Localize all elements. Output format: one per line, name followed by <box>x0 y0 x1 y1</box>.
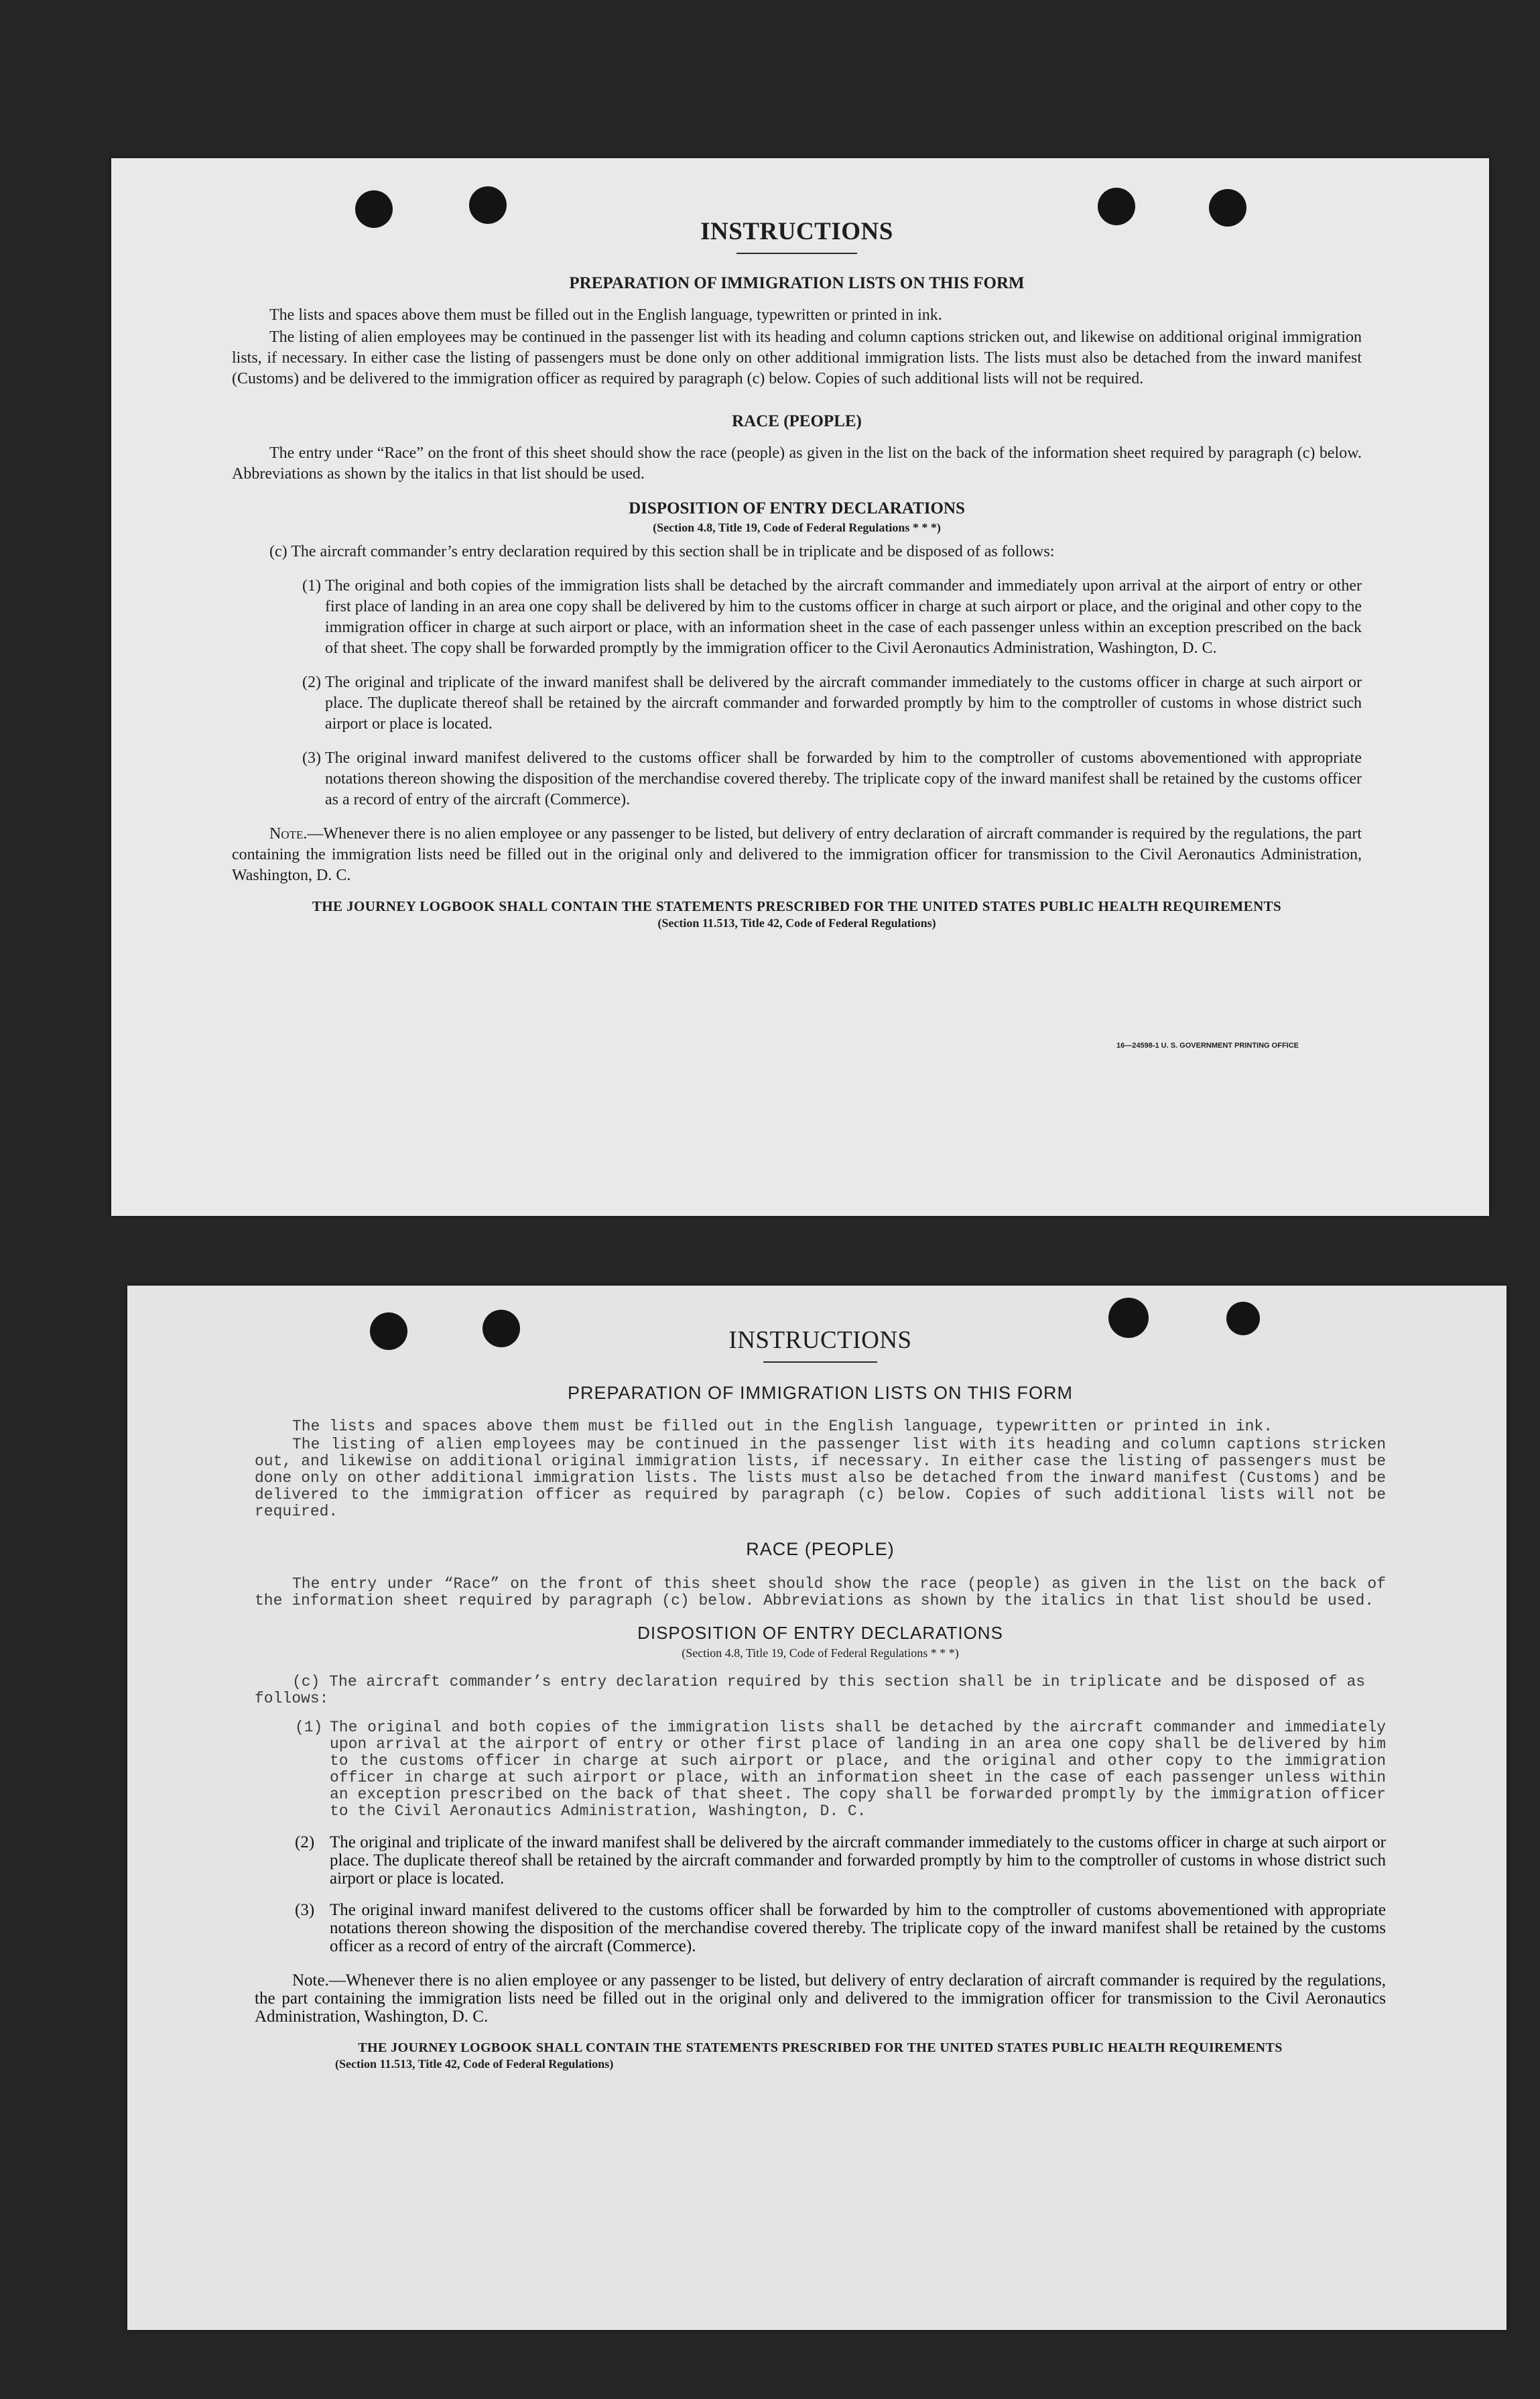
disposition-citation: (Section 4.8, Title 19, Code of Federal Regulations * * *) <box>653 521 941 534</box>
prep-heading: PREPARATION OF IMMIGRATION LISTS ON THIS FORM <box>569 274 1025 292</box>
item-text: The original inward manifest delivered to the customs officer shall be forwarded by him to the comptroller of customs abovementioned with appropriate notations thereon showing the disposition of the merchandise covered thereby. The triplicate copy of the inward manifest shall be retained by the customs officer as a record of entry of the aircraft (Commerce). <box>330 1901 1386 1955</box>
prep-paragraph-2: The listing of alien employees may be continued in the passenger list with its heading and column captions stricken out, and likewise on additional original immigration lists, if necessary. In either case the listing of passengers must be done only on other additional immigration lists. The lists must also be detached from the inward manifest (Customs) and be delivered to the immigration officer as required by paragraph (c) below. Copies of such additional lists will not be required. <box>255 1436 1386 1520</box>
race-paragraph: The entry under “Race” on the front of this sheet should show the race (people) as given in the list on the back of the information sheet required by paragraph (c) below. Abbreviations as shown by the italics in that list should be used. <box>255 1575 1386 1609</box>
page-title: INSTRUCTIONS <box>700 218 893 245</box>
prep-paragraph-1: The lists and spaces above them must be filled out in the English language, typewritten or printed in ink. <box>292 1418 1273 1435</box>
prep-paragraph-2: The listing of alien employees may be continued in the passenger list with its heading and column captions stricken out, and likewise on additional original immigration lists, if necessary. In either case the listing of passengers must be done only on other additional immigration lists. The lists must also be detached from the inward manifest (Customs) and be delivered to the immigration officer as required by paragraph (c) below. Copies of such additional lists will not be required. <box>232 328 1362 387</box>
item-text: The original and triplicate of the inward manifest shall be delivered by the aircraft commander immediately to the customs officer in charge at such airport or place. The duplicate thereof shall be retained by the aircraft commander and forwarded promptly by him to the comptroller of customs in whose district such airport or place is located. <box>325 674 1362 733</box>
journey-logbook-citation: (Section 11.513, Title 42, Code of Federal Regulations) <box>335 2057 614 2071</box>
list-item <box>232 672 1362 735</box>
race-paragraph: The entry under “Race” on the front of this sheet should show the race (people) as given in the list on the back of the information sheet required by paragraph (c) below. Abbreviations as shown by the italics in that list should be used. <box>232 444 1362 483</box>
race-heading: RACE (PEOPLE) <box>732 412 862 430</box>
item-number: (3) <box>295 1901 315 1919</box>
note-text: —Whenever there is no alien employee or any passenger to be listed, but delivery of entry declaration of aircraft commander is required by the regulations, the part containing the immigration lists need be filled out in the original only and delivered to the immigration officer for transmission to the Civil Aeronautics Administration, Washington, D. C. <box>232 825 1362 884</box>
disposition-heading: DISPOSITION OF ENTRY DECLARATIONS <box>629 499 965 517</box>
item-number: (2) <box>295 1833 315 1851</box>
journey-logbook-citation: (Section 11.513, Title 42, Code of Federal Regulations) <box>657 916 936 930</box>
item-text: The original and both copies of the immigration lists shall be detached by the aircraft commander and immediately upon arrival at the airport of entry or other first place of landing in an area one copy shall be delivered by him to the customs officer in charge at such airport or place, and the original and other copy to the immigration officer in charge at such airport or place, with an information sheet in the case of each passenger unless within an exception prescribed on the back of that sheet. The copy shall be forwarded promptly by the immigration officer to the Civil Aeronautics Administration, Washington, D. C. <box>330 1719 1386 1820</box>
race-heading: RACE (PEOPLE) <box>746 1539 895 1559</box>
item-text: The original inward manifest delivered to the customs officer shall be forwarded by him to the comptroller of customs abovementioned with appropriate notations thereon showing the disposition of the merchandise covered thereby. The triplicate copy of the inward manifest shall be retained by the customs officer as a record of entry of the aircraft (Commerce). <box>325 749 1362 808</box>
prep-heading: PREPARATION OF IMMIGRATION LISTS ON THIS FORM <box>567 1383 1074 1403</box>
note-label: Note. <box>269 825 308 843</box>
item-text: The original and triplicate of the inward manifest shall be delivered by the aircraft commander immediately to the customs officer in charge at such airport or place. The duplicate thereof shall be retained by the aircraft commander and forwarded promptly by him to the comptroller of customs in whose district such airport or place is located. <box>330 1833 1386 1888</box>
note-label: Note. <box>292 1971 329 1989</box>
paragraph-c: (c) The aircraft commander’s entry declaration required by this section shall be in triplicate and be disposed of as follows: <box>255 1673 1366 1707</box>
item-text: The original and both copies of the immigration lists shall be detached by the aircraft commander and immediately upon arrival at the airport of entry or other first place of landing in an area one copy shall be delivered by him to the customs officer in charge at such airport or place, and the original and other copy to the immigration officer in charge at such airport or place, with an information sheet in the case of each passenger unless within an exception prescribed on the back of that sheet. The copy shall be forwarded promptly by the immigration officer to the Civil Aeronautics Administration, Washington, D. C. <box>325 577 1362 657</box>
list-item <box>255 1833 1386 1888</box>
list-item <box>232 748 1362 810</box>
item-number: (1) <box>295 1719 323 1736</box>
disposition-citation: (Section 4.8, Title 19, Code of Federal Regulations * * *) <box>682 1646 959 1660</box>
journey-logbook-notice: THE JOURNEY LOGBOOK SHALL CONTAIN THE STATEMENTS PRESCRIBED FOR THE UNITED STATES PUBLIC HEALTH REQUIREMENTS <box>312 898 1282 914</box>
note-paragraph <box>232 824 1362 886</box>
note-text: —Whenever there is no alien employee or any passenger to be listed, but delivery of entry declaration of aircraft commander is required by the regulations, the part containing the immigration lists need be filled out in the original only and delivered to the immigration officer for transmission to the Civil Aeronautics Administration, Washington, D. C. <box>255 1971 1386 2026</box>
item-number: (2) <box>302 674 321 691</box>
note-paragraph <box>255 1971 1386 2026</box>
prep-paragraph-1: The lists and spaces above them must be filled out in the English language, typewritten or printed in ink. <box>269 306 942 324</box>
title-rule <box>763 1361 877 1363</box>
item-number: (1) <box>302 577 321 595</box>
item-number: (3) <box>302 749 321 767</box>
page-title: INSTRUCTIONS <box>728 1327 912 1354</box>
disposition-heading: DISPOSITION OF ENTRY DECLARATIONS <box>637 1623 1003 1643</box>
instructions-sheet-bottom <box>127 1286 1506 2330</box>
instructions-sheet-top <box>111 158 1489 1216</box>
list-item <box>232 576 1362 659</box>
list-item <box>255 1901 1386 1955</box>
paragraph-c: (c) The aircraft commander’s entry declaration required by this section shall be in triplicate and be disposed of as follows: <box>269 543 1055 560</box>
title-rule <box>736 253 857 254</box>
journey-logbook-notice: THE JOURNEY LOGBOOK SHALL CONTAIN THE STATEMENTS PRESCRIBED FOR THE UNITED STATES PUBLIC HEALTH REQUIREMENTS <box>358 2040 1283 2055</box>
printing-office-imprint: 16—24598-1 U. S. GOVERNMENT PRINTING OFFICE <box>1116 1042 1299 1050</box>
list-item <box>255 1719 1386 1820</box>
